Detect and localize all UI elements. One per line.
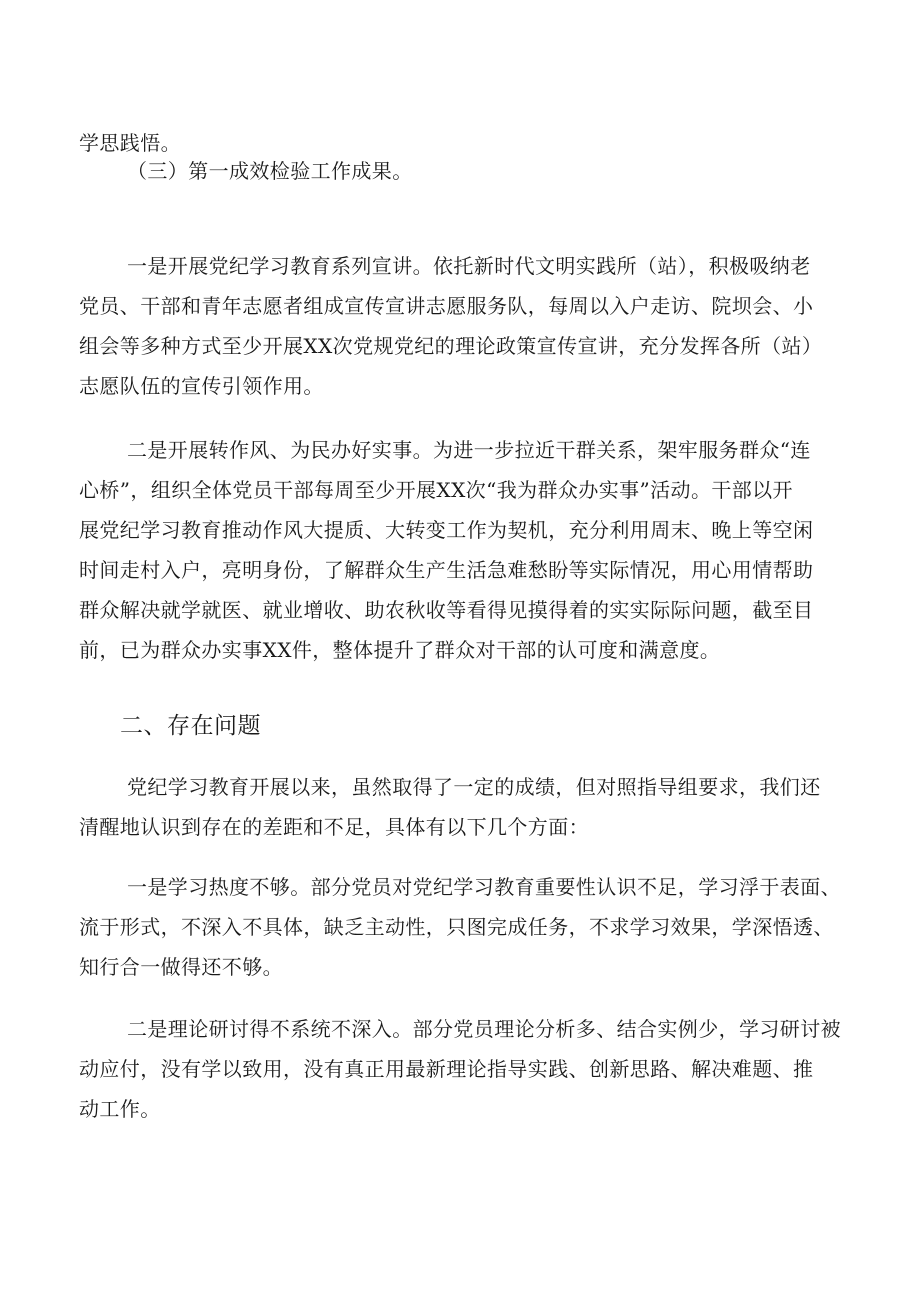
paragraph-line: 动应付，没有学以致用，没有真正用最新理论指导实践、创新思路、解决难题、推 — [79, 1057, 814, 1081]
paragraph-line: 前，已为群众办实事XX件，整体提升了群众对干部的认可度和满意度。 — [79, 638, 721, 662]
paragraph-line: 时间走村入户，亮明身份，了解群众生产生活急难愁盼等实际情况，用心用情帮助 — [79, 558, 814, 582]
paragraph-line: 动工作。 — [79, 1097, 161, 1121]
continued-line: 学思践悟。 — [79, 131, 181, 155]
paragraph-line: 党纪学习教育开展以来，虽然取得了一定的成绩，但对照指导组要求，我们还 — [127, 775, 821, 799]
paragraph-line: 清醒地认识到存在的差距和不足，具体有以下几个方面： — [79, 815, 589, 839]
paragraph-line: 群众解决就学就医、就业增收、助农秋收等看得见摸得着的实实际际问题，截至目 — [79, 598, 814, 622]
paragraph-line: 心桥”，组织全体党员干部每周至少开展XX次“我为群众办实事”活动。干部以开 — [79, 478, 793, 502]
paragraph-line: 二是理论研讨得不系统不深入。部分党员理论分析多、结合实例少，学习研讨被 — [127, 1017, 841, 1041]
paragraph-line: 二是开展转作风、为民办好实事。为进一步拉近干群关系，架牢服务群众“连 — [127, 438, 811, 462]
paragraph-line: 党员、干部和青年志愿者组成宣传宣讲志愿服务队，每周以入户走访、院坝会、小 — [79, 294, 814, 318]
subheading-3: （三）第一成效检验工作成果。 — [127, 159, 413, 183]
section-heading: 二、存在问题 — [120, 713, 261, 739]
paragraph-line: 志愿队伍的宣传引领作用。 — [79, 374, 324, 398]
paragraph-line: 一是开展党纪学习教育系列宣讲。依托新时代文明实践所（站），积极吸纳老 — [127, 254, 811, 278]
paragraph-line: 组会等多种方式至少开展XX次党规党纪的理论政策宣传宣讲，充分发挥各所（站） — [79, 334, 823, 358]
paragraph-line: 展党纪学习教育推动作风大提质、大转变工作为契机，充分利用周末、晚上等空闲 — [79, 518, 814, 542]
paragraph-line: 知行合一做得还不够。 — [79, 955, 283, 979]
paragraph-line: 流于形式，不深入不具体，缺乏主动性，只图完成任务，不求学习效果，学深悟透、 — [79, 915, 834, 939]
paragraph-line: 一是学习热度不够。部分党员对党纪学习教育重要性认识不足，学习浮于表面、 — [127, 875, 841, 899]
